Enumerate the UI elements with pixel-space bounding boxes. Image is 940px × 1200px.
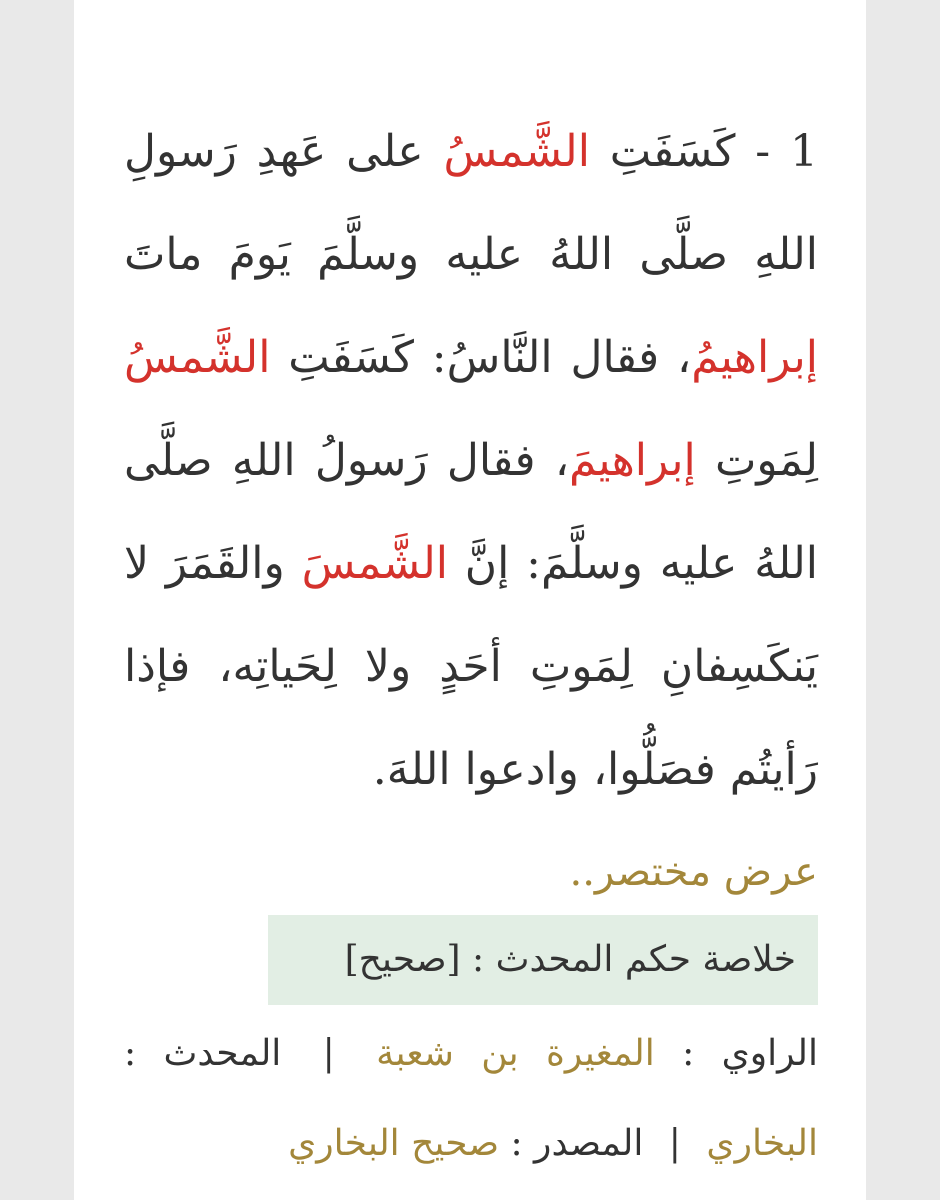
highlighted-keyword: الشَّمسَ	[301, 538, 448, 589]
hadith-content	[124, 100, 818, 1189]
hadith-segment: 1 - كَسَفَتِ	[589, 126, 818, 177]
page-card	[74, 0, 866, 1200]
hadith-segment: لِمَوتِ	[695, 435, 818, 486]
separator: |	[668, 1123, 681, 1164]
hadith-segment: ، فقال رَسولُ اللهِ صلَّى اللهُ عليه وسلَّمَ: إنَّ	[124, 435, 819, 589]
grade-label: خلاصة حكم المحدث :	[472, 939, 796, 980]
grade-box	[268, 915, 818, 1005]
narrator-link[interactable]: المغيرة بن شعبة	[376, 1033, 655, 1074]
hadith-metadata	[124, 1009, 818, 1189]
highlighted-keyword: إبراهيمُ	[691, 332, 818, 383]
hadith-segment: على عَهدِ رَسولِ اللهِ صلَّى اللهُ عليه وسلَّمَ يَومَ ماتَ	[124, 126, 818, 280]
highlighted-keyword: إبراهيمَ	[569, 435, 696, 486]
hadith-segment: والقَمَرَ لا يَنكَسِفانِ لِمَوتِ أحَدٍ ولا لِحَياتِه، فإذا رَأيتُم فصَلُّوا، وادعوا اللهَ.	[124, 538, 818, 795]
narrator-label: الراوي :	[682, 1033, 818, 1074]
grade-value: [صحيح]	[344, 939, 461, 980]
source-label: المصدر :	[510, 1123, 644, 1164]
hadith-segment: ، فقال النَّاسُ: كَسَفَتِ	[270, 332, 692, 383]
show-summary-link[interactable]: عرض مختصر..	[569, 849, 818, 895]
hadith-text	[124, 100, 818, 821]
source-link[interactable]: صحيح البخاري	[288, 1123, 500, 1164]
muhaddith-label: المحدث :	[124, 1033, 282, 1074]
muhaddith-link[interactable]: البخاري	[706, 1123, 818, 1164]
highlighted-keyword: الشَّمسُ	[443, 126, 590, 177]
highlighted-keyword: الشَّمسُ	[124, 332, 271, 383]
separator: |	[322, 1033, 335, 1074]
